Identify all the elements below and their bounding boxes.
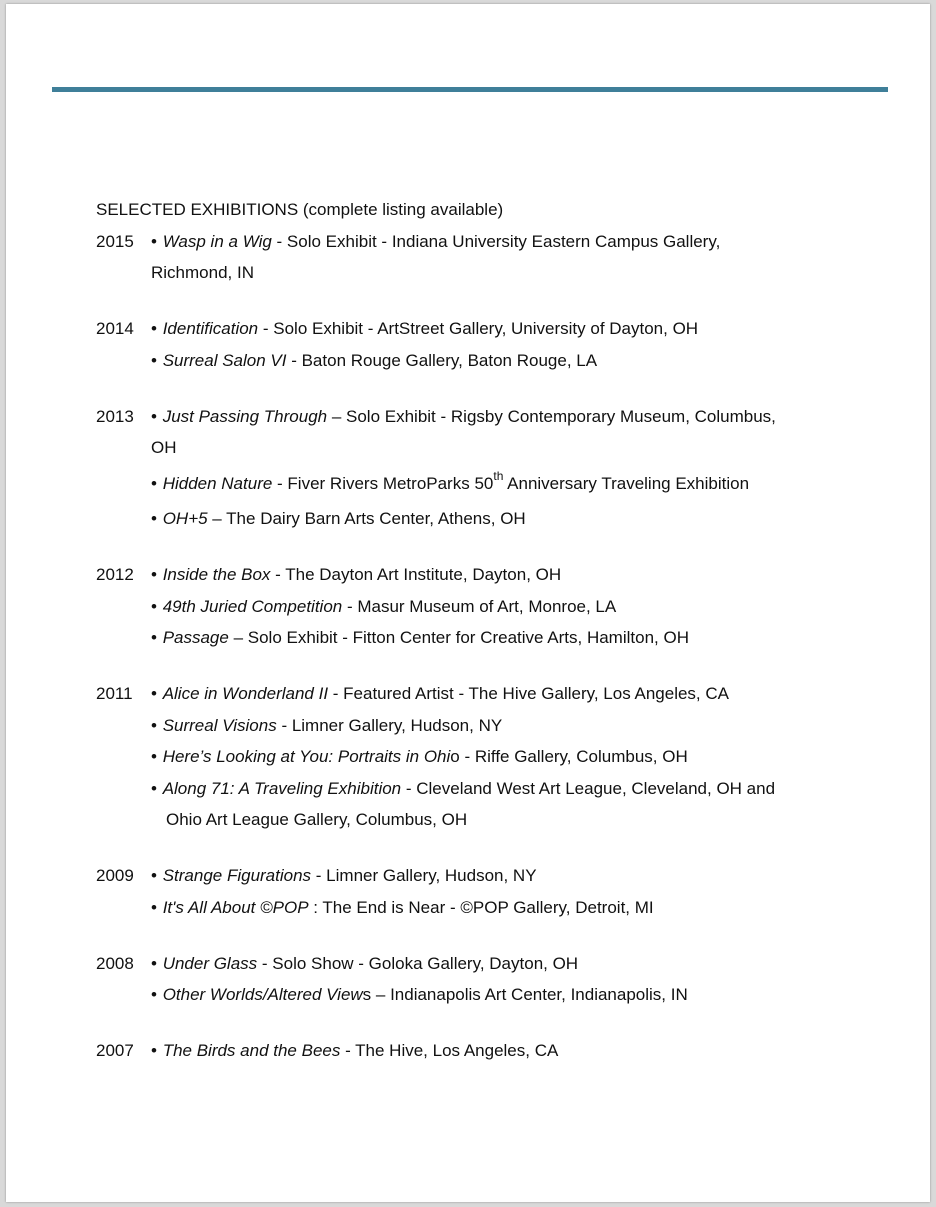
exhibition-entry xyxy=(151,503,856,535)
exhibition-details: - Limner Gallery, Hudson, NY xyxy=(276,715,503,735)
exhibition-title: Under Glass xyxy=(162,953,258,973)
bullet-icon: • xyxy=(151,473,157,493)
bullet-icon: • xyxy=(151,897,157,917)
exhibition-details: - Baton Rouge Gallery, Baton Rouge, LA xyxy=(286,350,598,370)
exhibition-entry xyxy=(151,559,856,591)
bullet-icon: • xyxy=(151,715,157,735)
bullet-icon: • xyxy=(151,866,157,885)
bullet-icon: • xyxy=(151,565,157,584)
exhibition-details: – Solo Exhibit - Fitton Center for Creative Arts, Hamilton, OH xyxy=(228,628,689,647)
exhibition-title: Surreal Visions xyxy=(162,715,277,735)
bullet-icon: • xyxy=(151,509,157,528)
bullet-icon: • xyxy=(151,778,157,798)
exhibition-details: - Limner Gallery, Hudson, NY xyxy=(311,866,537,885)
year-block xyxy=(96,860,856,923)
exhibition-details-wrap: Richmond, IN xyxy=(151,263,254,282)
year-label: 2015 xyxy=(96,231,134,251)
exhibition-entry xyxy=(151,345,856,377)
year-label: 2008 xyxy=(96,953,134,973)
exhibition-entry xyxy=(151,401,856,464)
exhibition-title: Passage xyxy=(162,628,229,647)
exhibition-title: Wasp in a Wig xyxy=(162,231,272,251)
exhibition-details-cont: Anniversary Traveling Exhibition xyxy=(503,473,750,493)
year-block xyxy=(96,313,856,376)
year-label: 2014 xyxy=(96,319,134,338)
exhibition-details: – The Dairy Barn Arts Center, Athens, OH xyxy=(207,509,526,528)
exhibition-details: o - Riffe Gallery, Columbus, OH xyxy=(450,747,688,766)
year-label: 2013 xyxy=(96,406,134,426)
bullet-icon: • xyxy=(151,747,157,766)
bullet-icon: • xyxy=(151,406,157,426)
entry-list xyxy=(151,313,856,376)
exhibition-entry xyxy=(151,678,856,710)
exhibition-entry xyxy=(151,710,856,742)
exhibition-title: Just Passing Through xyxy=(162,406,328,426)
entry-list xyxy=(151,226,856,289)
exhibition-details: - The Dayton Art Institute, Dayton, OH xyxy=(270,565,562,584)
exhibition-details: - Cleveland West Art League, Cleveland, OH and xyxy=(401,778,776,798)
year-block xyxy=(96,678,856,836)
exhibition-title: Inside the Box xyxy=(162,565,271,584)
bullet-icon: • xyxy=(151,953,157,973)
exhibitions-section xyxy=(96,194,856,1091)
exhibition-details: : The End is Near - ©POP Gallery, Detroit, MI xyxy=(308,897,654,917)
bullet-icon: • xyxy=(151,319,157,338)
exhibition-entry xyxy=(151,892,856,924)
exhibition-entry xyxy=(151,773,856,836)
exhibition-entry xyxy=(151,226,856,289)
year-label: 2011 xyxy=(96,684,133,703)
year-label: 2009 xyxy=(96,866,134,885)
exhibition-title: Alice in Wonderland II xyxy=(162,684,329,703)
exhibition-details-wrap: Ohio Art League Gallery, Columbus, OH xyxy=(166,810,468,829)
year-block xyxy=(96,1035,856,1067)
exhibition-title: Other Worlds/Altered View xyxy=(162,985,363,1004)
exhibition-entry xyxy=(151,591,856,623)
exhibition-entry xyxy=(151,622,856,654)
exhibition-title: 49th Juried Competition xyxy=(162,596,343,616)
section-heading: SELECTED EXHIBITIONS (complete listing available) xyxy=(96,200,504,219)
exhibition-details: – Solo Exhibit - Rigsby Contemporary Museum, Columbus, xyxy=(327,406,776,426)
exhibition-title: Along 71: A Traveling Exhibition xyxy=(162,778,402,798)
year-block xyxy=(96,226,856,289)
entry-list xyxy=(151,559,856,654)
entry-list xyxy=(151,948,856,1011)
bullet-icon: • xyxy=(151,350,157,370)
exhibition-details: - The Hive, Los Angeles, CA xyxy=(340,1041,559,1060)
bullet-icon: • xyxy=(151,1041,157,1060)
exhibition-details-wrap: OH xyxy=(151,438,177,457)
document-page xyxy=(6,4,930,1202)
exhibition-title: Identification xyxy=(162,319,259,338)
exhibition-title: Surreal Salon VI xyxy=(162,350,287,370)
exhibition-details: - Solo Show - Goloka Gallery, Dayton, OH xyxy=(257,953,579,973)
entry-list xyxy=(151,860,856,923)
exhibition-entry xyxy=(151,860,856,892)
superscript: th xyxy=(493,468,504,483)
bullet-icon: • xyxy=(151,985,157,1004)
exhibition-entry xyxy=(151,948,856,980)
exhibition-title: OH+5 xyxy=(162,509,208,528)
header-rule xyxy=(52,87,888,92)
exhibition-entry xyxy=(151,1035,856,1067)
exhibition-details: - Solo Exhibit - ArtStreet Gallery, University of Dayton, OH xyxy=(258,319,699,338)
entry-list xyxy=(151,1035,856,1067)
bullet-icon: • xyxy=(151,684,157,703)
bullet-icon: • xyxy=(151,628,157,647)
exhibition-details: - Fiver Rivers MetroParks 50 xyxy=(272,473,494,493)
exhibition-title: Here’s Looking at You: Portraits in Ohi xyxy=(162,747,451,766)
exhibition-entry xyxy=(151,741,856,773)
exhibition-title: Strange Figurations xyxy=(162,866,312,885)
exhibition-details: - Masur Museum of Art, Monroe, LA xyxy=(342,596,617,616)
year-block xyxy=(96,559,856,654)
exhibition-details: s – Indianapolis Art Center, Indianapolis, IN xyxy=(362,985,688,1004)
entry-list xyxy=(151,678,856,836)
year-label: 2012 xyxy=(96,565,134,584)
exhibition-title: Hidden Nature xyxy=(162,473,273,493)
year-block xyxy=(96,948,856,1011)
exhibition-entry xyxy=(151,313,856,345)
exhibition-details: - Solo Exhibit - Indiana University Eastern Campus Gallery, xyxy=(271,231,721,251)
bullet-icon: • xyxy=(151,596,157,616)
year-label: 2007 xyxy=(96,1041,134,1060)
bullet-icon: • xyxy=(151,231,157,251)
exhibition-details: - Featured Artist - The Hive Gallery, Los Angeles, CA xyxy=(328,684,729,703)
exhibition-entry xyxy=(151,468,856,500)
entry-list xyxy=(151,401,856,535)
year-block xyxy=(96,401,856,535)
exhibition-title: The Birds and the Bees xyxy=(162,1041,341,1060)
exhibition-title: It's All About ©POP xyxy=(162,897,309,917)
exhibition-entry xyxy=(151,979,856,1011)
